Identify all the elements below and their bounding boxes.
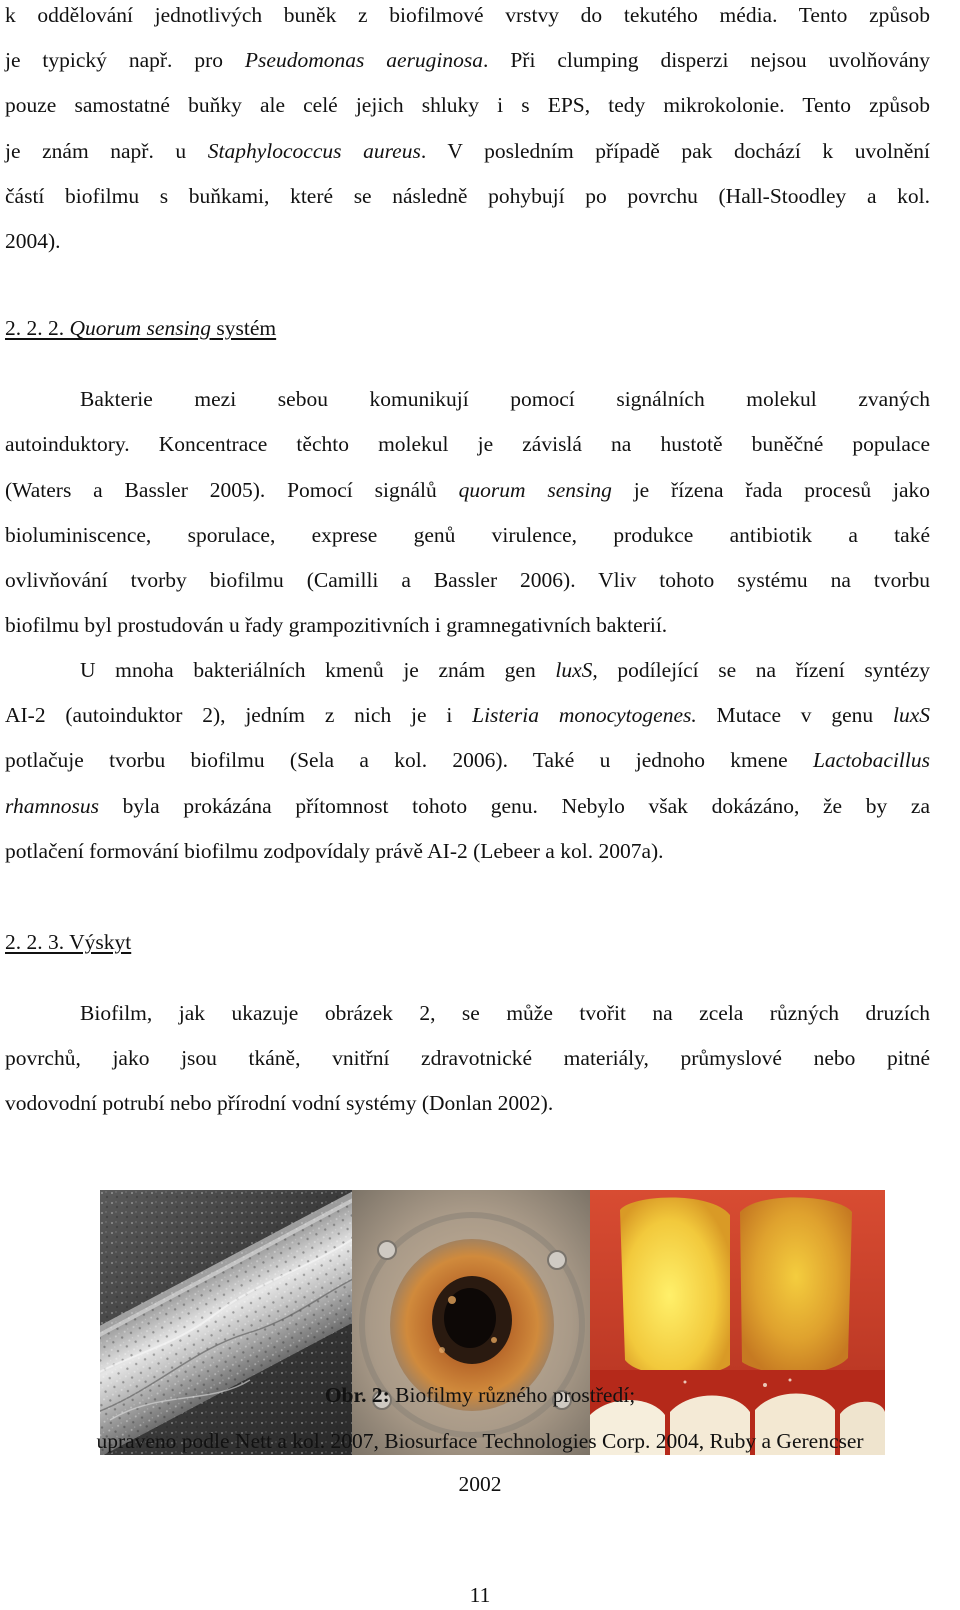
- section-heading-2-2-2: [5, 313, 276, 343]
- text: Mutace v genu: [696, 703, 893, 727]
- text: je typický např. pro: [5, 48, 245, 72]
- text: bioluminiscence, sporulace, exprese genů virulence, produkce antibiotik a také: [5, 523, 930, 547]
- figure-caption-source-line-1: upraveno podle Nett a kol. 2007, Biosurface Technologies Corp. 2004, Ruby a Gerencser: [96, 1429, 864, 1453]
- species-name: Listeria monocytogenes.: [472, 703, 697, 727]
- text: podílející se na řízení syntézy: [597, 658, 930, 682]
- text: autoinduktory. Koncentrace těchto molekul je závislá na hustotě buněčné populace: [5, 432, 930, 456]
- gene-name: luxS,: [555, 658, 598, 682]
- paragraph-4-line-1: [80, 998, 930, 1028]
- paragraph-1-line-2: [5, 45, 930, 75]
- paragraph-1-line-3: [5, 90, 930, 120]
- figure-title: Biofilmy různého prostředí;: [389, 1383, 636, 1407]
- species-name: Pseudomonas aeruginosa: [244, 48, 484, 72]
- dental-plaque-photo: [590, 1190, 885, 1455]
- gene-name: luxS: [892, 703, 930, 727]
- figure-caption-source-line-2: 2002: [458, 1472, 502, 1496]
- text: AI-2 (autoinduktor 2), jedním z nich je i: [5, 703, 473, 727]
- text: pouze samostatné buňky ale celé jejich shluky i s EPS, tedy mikrokolonie. Tento způsob: [5, 93, 930, 117]
- section-heading-2-2-3: 2. 2. 3. Výskyt: [5, 930, 132, 954]
- heading-number: 2. 2. 2.: [5, 316, 70, 340]
- paragraph-2-line-3: [5, 475, 930, 505]
- paragraph-2-line-5: [5, 565, 930, 595]
- paragraph-4-line-3: [5, 1088, 930, 1118]
- text: byla prokázána přítomnost tohoto genu. Nebylo však dokázáno, že by za: [99, 794, 930, 818]
- text: Biofilm, jak ukazuje obrázek 2, se může tvořit na zcela různých druzích: [80, 1001, 930, 1025]
- text: částí biofilmu s buňkami, které se následně pohybují po povrchu (Hall-Stoodley a kol.: [5, 184, 930, 208]
- species-name: Staphylococcus aureus: [207, 139, 421, 163]
- text: potlačuje tvorbu biofilmu (Sela a kol. 2006). Také u jednoho kmene: [5, 748, 813, 772]
- text: je řízena řada procesů jako: [611, 478, 930, 502]
- paragraph-3-line-1: [80, 655, 930, 685]
- text: biofilmu byl prostudován u řady grampozitivních i gramnegativních bakterií.: [5, 613, 668, 637]
- species-name: Lactobacillus: [812, 748, 930, 772]
- species-name: rhamnosus: [5, 794, 99, 818]
- text: potlačení formování biofilmu zodpovídaly právě AI-2 (Lebeer a kol. 2007a).: [5, 839, 664, 863]
- heading-italic-term: Quorum sensing: [69, 316, 212, 340]
- text: ovlivňování tvorby biofilmu (Camilli a Bassler 2006). Vliv tohoto systému na tvorbu: [5, 568, 930, 592]
- paragraph-1-line-5: [5, 181, 930, 211]
- paragraph-3-line-4: [5, 791, 930, 821]
- paragraph-3-line-2: [5, 700, 930, 730]
- text: povrchů, jako jsou tkáně, vnitřní zdravotnické materiály, průmyslové nebo pitné: [5, 1046, 930, 1070]
- corroded-pipe-photo: [352, 1190, 590, 1455]
- paragraph-3-line-3: [5, 745, 930, 775]
- text: . Při clumping disperzi nejsou uvolňovány: [483, 48, 931, 72]
- page-number: 11: [469, 1583, 491, 1607]
- text: . V posledním případě pak dochází k uvolnění: [420, 139, 931, 163]
- paragraph-1-line-1: [5, 0, 930, 30]
- text: U mnoha bakteriálních kmenů je znám gen: [80, 658, 556, 682]
- paragraph-2-line-4: [5, 520, 930, 550]
- sem-micrograph-photo: [100, 1190, 352, 1455]
- paragraph-4-line-2: [5, 1043, 930, 1073]
- text: je znám např. u: [5, 139, 208, 163]
- paragraph-1-line-6: [5, 226, 930, 256]
- figure-biofilms: [100, 1190, 885, 1455]
- heading-text: systém: [211, 316, 277, 340]
- paragraph-1-line-4: [5, 136, 930, 166]
- italic-term: quorum sensing: [458, 478, 612, 502]
- text: (Waters a Bassler 2005). Pomocí signálů: [5, 478, 459, 502]
- text: 2004).: [5, 229, 61, 253]
- figure-caption-title: [0, 1380, 960, 1410]
- text: Bakterie mezi sebou komunikují pomocí signálních molekul zvaných: [80, 387, 930, 411]
- text: k oddělování jednotlivých buněk z biofilmové vrstvy do tekutého média. Tento způsob: [5, 3, 930, 27]
- paragraph-2-line-2: [5, 429, 930, 459]
- paragraph-2-line-1: [80, 384, 930, 414]
- figure-label: Obr. 2:: [324, 1383, 390, 1407]
- paragraph-2-line-6: [5, 610, 930, 640]
- text: vodovodní potrubí nebo přírodní vodní systémy (Donlan 2002).: [5, 1091, 554, 1115]
- paragraph-3-line-5: [5, 836, 930, 866]
